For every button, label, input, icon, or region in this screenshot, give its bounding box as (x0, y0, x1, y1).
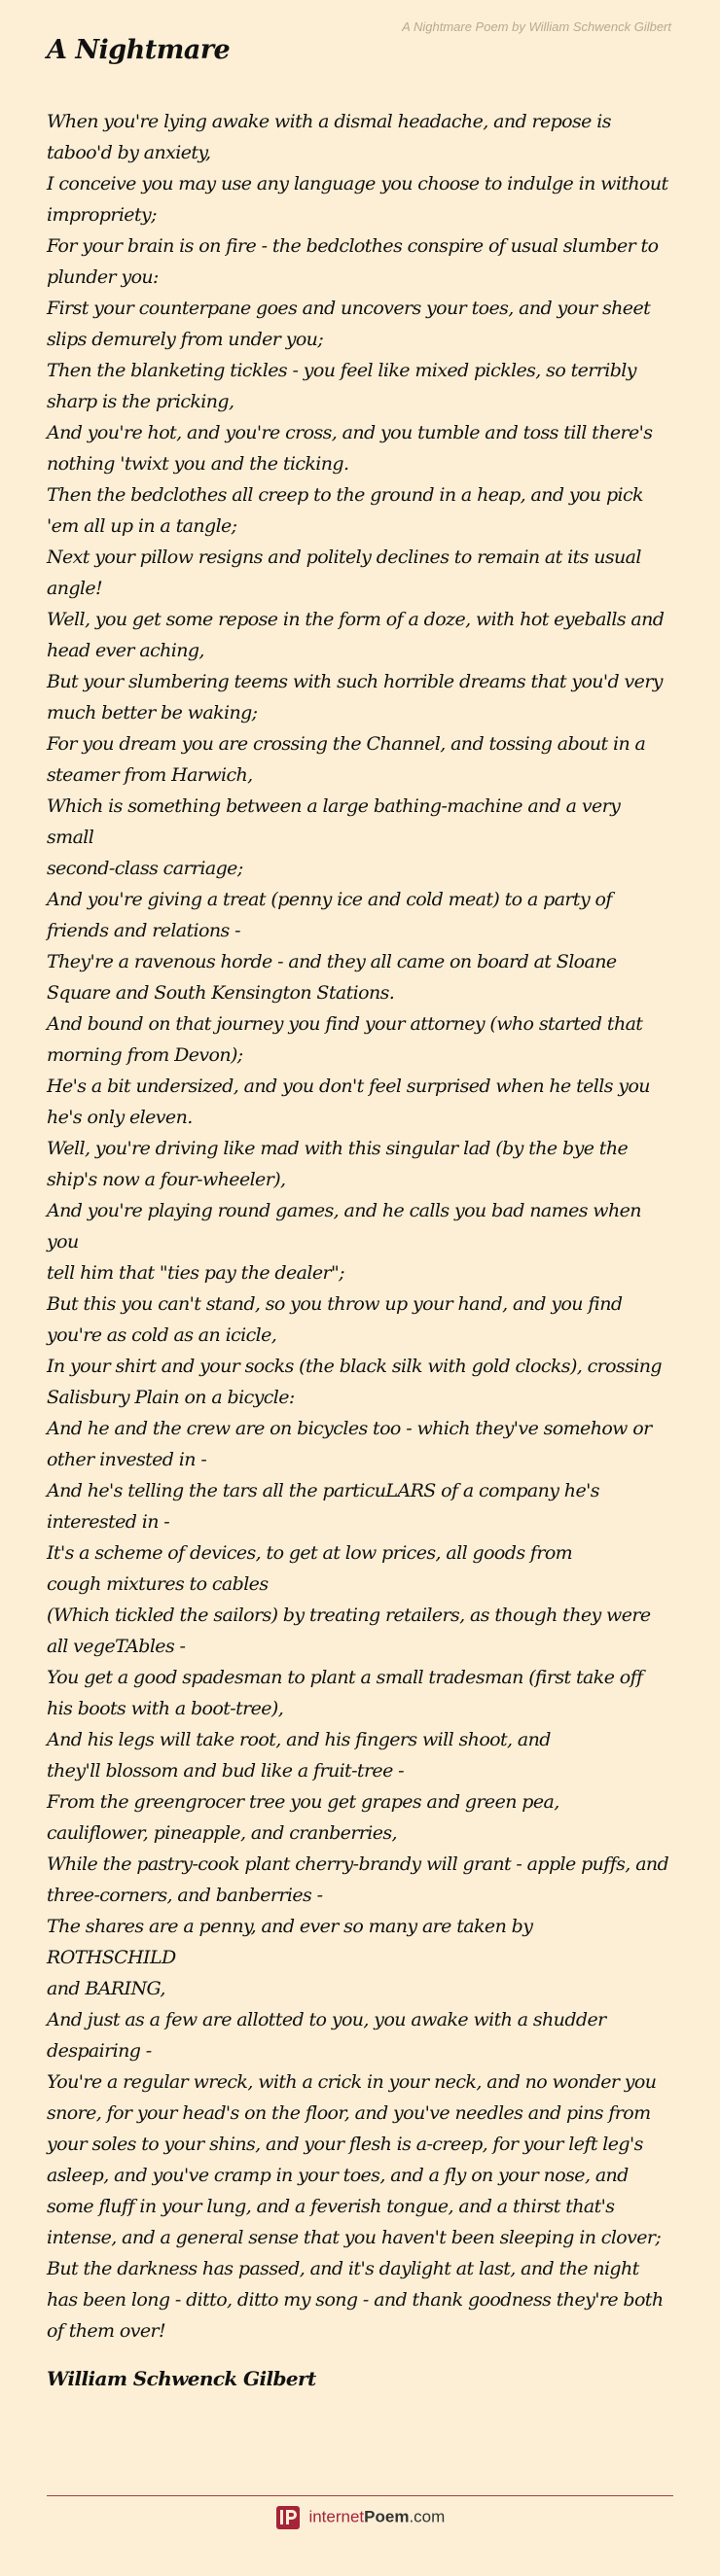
poem-line: And he's telling the tars all the particuLARS of a company he's interested in - (47, 1480, 599, 1533)
site-caption: A Nightmare Poem by William Schwenck Gilbert (402, 19, 671, 34)
poem-line: First your counterpane goes and uncovers your toes, and your sheet slips demurely from under you; (47, 298, 651, 350)
poem-line: But the darkness has passed, and it's daylight at last, and the night has been long - ditto, ditto my song - and thank goodness they're both of them over! (47, 2258, 664, 2342)
brand-part-com: .com (409, 2507, 446, 2526)
poem-line: They're a ravenous horde - and they all came on board at Sloane Square and South Kensington Stations. (47, 951, 617, 1004)
poem-line: He's a bit undersized, and you don't feel surprised when he tells you he's only eleven. (47, 1076, 650, 1128)
poem-line: (Which tickled the sailors) by treating retailers, as though they were all vegeTAbles - (47, 1605, 651, 1657)
poem-line: When you're lying awake with a dismal headache, and repose is taboo'd by anxiety, (47, 111, 611, 163)
footer-divider (47, 2495, 673, 2496)
poem-line: cough mixtures to cables (47, 1573, 269, 1595)
poem-line: And you're hot, and you're cross, and you tumble and toss till there's nothing 'twixt you and the ticking. (47, 422, 653, 475)
poem-line: ROTHSCHILD (47, 1947, 176, 1968)
brand-part-poem: Poem (364, 2507, 410, 2526)
poem-line: Next your pillow resigns and politely declines to remain at its usual angle! (47, 547, 641, 599)
poem-line: In your shirt and your socks (the black silk with gold clocks), crossing Salisbury Plain on a bicycle: (47, 1356, 662, 1408)
poem-line: But your slumbering teems with such horrible dreams that you'd very much better be waking; (47, 671, 663, 723)
poem-line: and BARING, (47, 1978, 165, 1999)
poem-line: For you dream you are crossing the Channel, and tossing about in a steamer from Harwich, (47, 733, 646, 786)
poem-line: I conceive you may use any language you choose to indulge in without impropriety; (47, 173, 668, 226)
poem-line: And just as a few are allotted to you, you awake with a shudder despairing - (47, 2009, 606, 2062)
poem-line: From the greengrocer tree you get grapes and green pea, (47, 1791, 559, 1813)
poem-line: And you're playing round games, and he calls you bad names when you (47, 1200, 641, 1253)
internetpoem-logo-icon (275, 2505, 301, 2530)
poem-line: It's a scheme of devices, to get at low prices, all goods from (47, 1542, 573, 1564)
poem-line: Which is something between a large bathing-machine and a very small (47, 795, 621, 848)
poem-title: A Nightmare (47, 35, 231, 65)
poem-line: Then the blanketing tickles - you feel like mixed pickles, so terribly sharp is the pricking, (47, 360, 636, 412)
poem-line: The shares are a penny, and ever so many are taken by (47, 1916, 533, 1937)
poem-body (47, 106, 669, 2347)
poem-line: You're a regular wreck, with a crick in your neck, and no wonder you snore, for your head's on the floor, and you've needles and pins from your soles to your shins, and your flesh is a-creep, for your left leg's asleep, and you've cramp in your toes, and a fly on your nose, and some fluff in your lung, and a feverish tongue, and a thirst that's intense, and a general sense that you haven't been sleeping in clover; (47, 2071, 662, 2248)
poem-line: And he and the crew are on bicycles too - which they've somehow or other invested in - (47, 1418, 652, 1470)
poem-line: Well, you get some repose in the form of a doze, with hot eyeballs and head ever aching, (47, 609, 665, 661)
poem-line: You get a good spadesman to plant a small tradesman (first take off his boots with a boot-tree), (47, 1667, 643, 1719)
brand-footer[interactable] (0, 2503, 720, 2531)
poem-line: And you're giving a treat (penny ice and cold meat) to a party of friends and relations - (47, 889, 612, 941)
poem-line: But this you can't stand, so you throw up your hand, and you find you're as cold as an icicle, (47, 1293, 623, 1346)
poem-line: second-class carriage; (47, 858, 243, 879)
poem-line: they'll blossom and bud like a fruit-tree - (47, 1760, 404, 1782)
poem-line: While the pastry-cook plant cherry-brandy will grant - apple puffs, and three-corners, and banberries - (47, 1853, 669, 1906)
brand-part-internet: internet (308, 2507, 365, 2526)
poem-line: For your brain is on fire - the bedclothes conspire of usual slumber to plunder you: (47, 235, 659, 288)
poem-author[interactable]: William Schwenck Gilbert (47, 2367, 316, 2390)
poem-line: tell him that "ties pay the dealer"; (47, 1262, 344, 1284)
poem-line: cauliflower, pineapple, and cranberries, (47, 1822, 397, 1844)
poem-line: And bound on that journey you find your attorney (who started that morning from Devon); (47, 1013, 643, 1066)
poem-line: And his legs will take root, and his fingers will shoot, and (47, 1729, 551, 1750)
brand-text (308, 2508, 445, 2526)
poem-line: Well, you're driving like mad with this singular lad (by the bye the ship's now a four-wheeler), (47, 1138, 629, 1190)
poem-line: Then the bedclothes all creep to the ground in a heap, and you pick 'em all up in a tangle; (47, 484, 643, 537)
